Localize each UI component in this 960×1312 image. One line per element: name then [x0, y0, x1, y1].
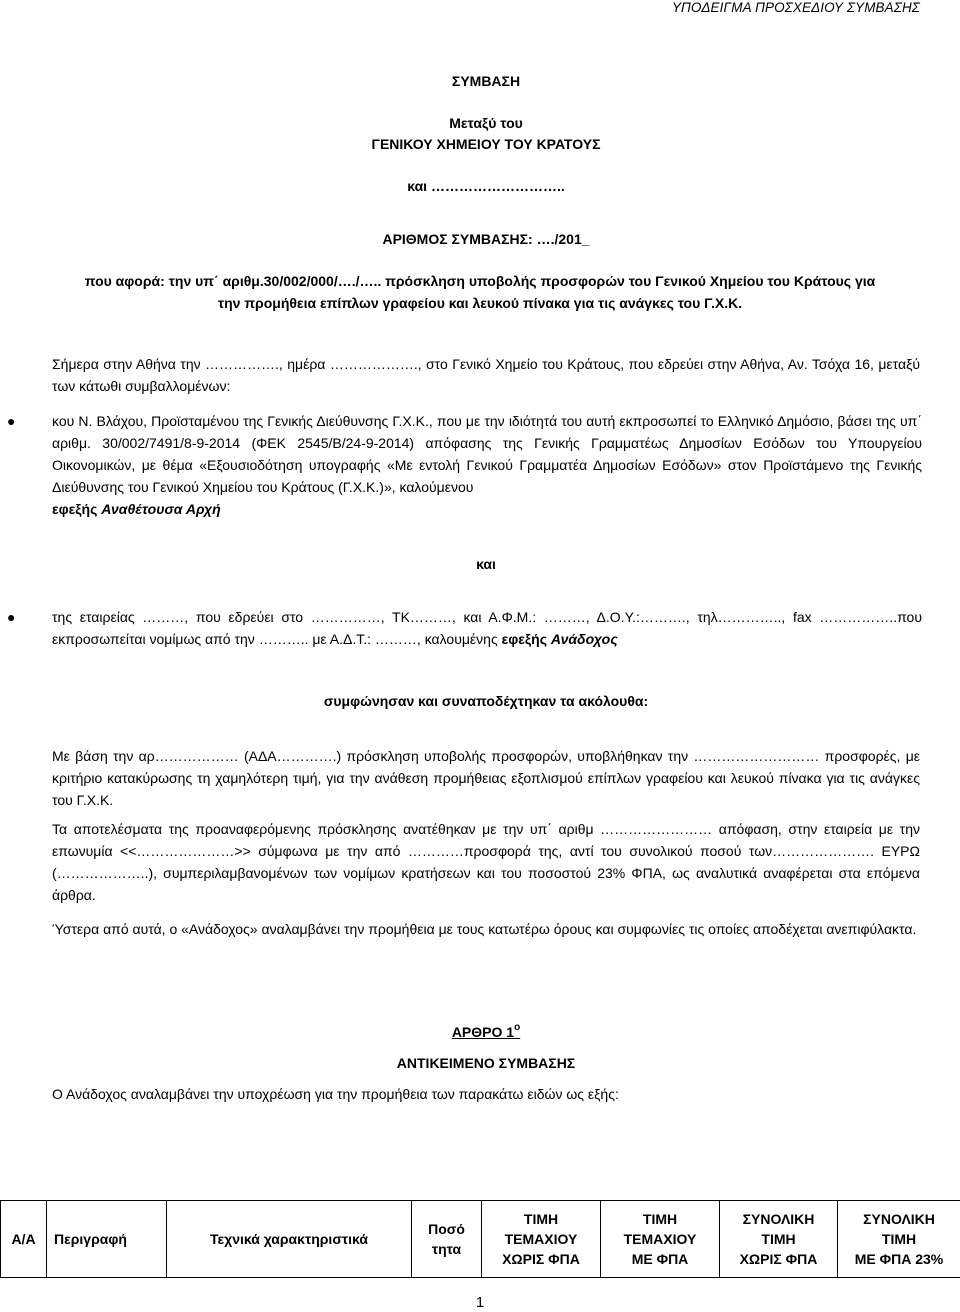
body-paragraph-1: Με βάση την αρ……………… (ΑΔΑ………….) πρόσκληση υποβολής προσφορών, υποβλήθηκαν την ……………………… προσφορές, με κριτήριο κατακύρωσης τη χαμηλότερη τιμή, για την ανάθεση προμήθειας εξοπλισμού επίπλων γραφείου και λευκού πίνακα για τις ανάγκες του Γ.Χ.Κ.	[52, 745, 920, 811]
and-party-line: και ………………………..	[52, 175, 920, 197]
column-header-unit-price-vat	[601, 1201, 720, 1278]
column-header-specs	[167, 1201, 412, 1278]
intro-paragraph: Σήμερα στην Αθήνα την ……………., ημέρα ………………., στο Γενικό Χημείο του Κράτους, που εδρεύει στην Αθήνα, Αν. Τσόχα 16, μεταξύ των κάτωθι συμβαλλομένων:	[52, 353, 920, 397]
column-header-unit-price-vat-line3: ΜΕ ΦΠΑ	[632, 1251, 689, 1267]
agreement-heading: συμφώνησαν και συναποδέχτηκαν τα ακόλουθα:	[52, 690, 920, 712]
column-header-unit-price-vat-line2: ΤΕΜΑΧΙΟΥ	[624, 1231, 697, 1247]
party-authority-text: κου Ν. Βλάχου, Προϊσταμένου της Γενικής Διεύθυνσης Γ.Χ.Κ., που με την ιδιότητά του αυτή εκπροσωπεί το Ελληνικό Δημόσιο, βάσει της υπ΄ αριθμ. 30/002/7491/8-9-2014 (ΦΕΚ 2545/Β/24-9-2014) απόφασης της Γενικής Γραμματέως Δημοσίων Εσόδων του Υπουργείου Οικονομικών, με θέμα «Εξουσιοδότηση υπογραφής «Με εντολή Γενικού Γραμματέα Δημοσίων Εσόδων» στον Προϊστάμενο της Γενικής Διεύθυνσης του Γενικού Χημείου του Κράτους (Γ.Χ.Κ.)», καλούμενου	[52, 413, 922, 495]
column-header-aa-text: Α/Α	[11, 1231, 35, 1247]
and-separator: και	[52, 553, 920, 575]
column-header-unit-price-no-vat-line2: ΤΕΜΑΧΙΟΥ	[505, 1231, 578, 1247]
column-header-total-no-vat-line1: ΣΥΝΟΛΙΚΗ	[743, 1211, 815, 1227]
article-title: ΑΝΤΙΚΕΙΜΕΝΟ ΣΥΜΒΑΣΗΣ	[52, 1052, 920, 1074]
page-number: 1	[0, 1294, 960, 1312]
column-header-quantity	[412, 1201, 482, 1278]
bullet-icon: ●	[7, 410, 15, 432]
regarding-line-1: που αφορά: την υπ΄ αριθμ.30/002/000/…./….. πρόσκληση υποβολής προσφορών του Γενικού Χημείου του Κράτους για	[40, 270, 920, 292]
column-header-total-vat-line3: ΜΕ ΦΠΑ 23%	[855, 1251, 944, 1267]
column-header-quantity-line1: Ποσό	[428, 1221, 465, 1237]
article-heading	[52, 1021, 920, 1043]
column-header-total-vat-line1: ΣΥΝΟΛΙΚΗ	[863, 1211, 935, 1227]
contract-title: ΣΥΜΒΑΣΗ	[52, 70, 920, 92]
body-paragraph-3: Ύστερα από αυτά, ο «Ανάδοχος» αναλαμβάνει την προμήθεια με τους κατωτέρω όρους και συμφωνίες τις οποίες αποδέχεται ανεπιφύλακτα.	[52, 918, 920, 940]
column-header-total-vat-line2: ΤΙΜΗ	[882, 1231, 916, 1247]
table-header-row	[1, 1201, 960, 1278]
party-authority-role: Αναθέτουσα Αρχή	[101, 501, 220, 517]
bullet-icon: ●	[7, 606, 15, 628]
party-authority-role-prefix: εφεξής	[52, 501, 97, 517]
article-text: Ο Ανάδοχος αναλαμβάνει την υποχρέωση για την προμήθεια των παρακάτω ειδών ως εξής:	[52, 1083, 920, 1105]
article-superscript: ο	[514, 1022, 520, 1033]
party-contractor-role: Ανάδοχος	[551, 631, 618, 647]
contract-number: ΑΡΙΘΜΟΣ ΣΥΜΒΑΣΗΣ: …./201_	[52, 228, 920, 250]
column-header-unit-price-no-vat	[482, 1201, 601, 1278]
column-header-total-vat	[838, 1201, 960, 1278]
party-authority-name: ΓΕΝΙΚΟΥ ΧΗΜΕΙΟΥ ΤΟΥ ΚΡΑΤΟΥΣ	[52, 133, 920, 155]
party-contractor-text: της εταιρείας ………, που εδρεύει στο ……………, ΤΚ………, και Α.Φ.Μ.: ………, Δ.Ο.Υ.:………., τηλ………….., fax ……………..που εκπροσωπείται νομίμως από την ……….. με Α.Δ.Τ.: ………, καλουμένης	[52, 609, 922, 647]
items-table	[0, 1200, 960, 1278]
party-authority-text-wrap	[52, 410, 922, 520]
column-header-description-text: Περιγραφή	[54, 1231, 127, 1247]
body-paragraph-2: Τα αποτελέσματα της προαναφερόμενης πρόσκλησης ανατέθηκαν με την υπ΄ αριθμ …………………… απόφαση, στην εταιρεία με την επωνυμία <<…………………>> σύμφωνα με την από …………προσφορά της, αντί του συνολικού ποσού των…………………. ΕΥΡΩ (………………..), συμπεριλαμβανομένων των νομίμων κρατήσεων και του ποσοστού 23% ΦΠΑ, ως αναλυτικά αναφέρεται στα επόμενα άρθρα.	[52, 818, 920, 906]
between-label: Μεταξύ του	[52, 112, 920, 134]
party-contractor-text-wrap	[52, 606, 922, 650]
column-header-total-no-vat-line2: ΤΙΜΗ	[761, 1231, 795, 1247]
column-header-total-no-vat-line3: ΧΩΡΙΣ ΦΠΑ	[740, 1251, 818, 1267]
running-header: ΥΠΟΔΕΙΓΜΑ ΠΡΟΣΧΕΔΙΟΥ ΣΥΜΒΑΣΗΣ	[672, 0, 920, 16]
column-header-total-no-vat	[720, 1201, 838, 1278]
column-header-unit-price-no-vat-line3: ΧΩΡΙΣ ΦΠΑ	[502, 1251, 580, 1267]
party-contractor-clause	[52, 606, 922, 650]
column-header-quantity-line2: τητα	[432, 1241, 461, 1257]
column-header-unit-price-no-vat-line1: ΤΙΜΗ	[524, 1211, 558, 1227]
party-contractor-role-prefix: εφεξής	[502, 631, 547, 647]
regarding-line-2: την προμήθεια επίπλων γραφείου και λευκού πίνακα για τις ανάγκες του Γ.Χ.Κ.	[40, 292, 920, 314]
article-label: ΑΡΘΡΟ 1	[452, 1024, 514, 1040]
column-header-specs-text: Τεχνικά χαρακτηριστικά	[210, 1231, 368, 1247]
column-header-description	[47, 1201, 167, 1278]
party-authority-clause	[52, 410, 922, 520]
column-header-unit-price-vat-line1: ΤΙΜΗ	[643, 1211, 677, 1227]
column-header-aa	[1, 1201, 47, 1278]
